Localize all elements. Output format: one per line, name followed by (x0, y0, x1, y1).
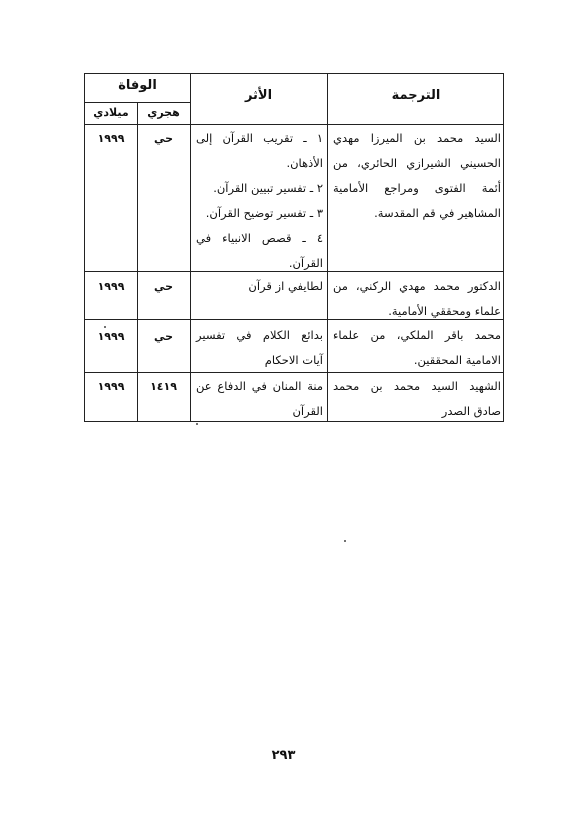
row4-hijri: ١٤١٩ (150, 380, 177, 393)
scan-speck (344, 540, 346, 542)
row2-work-1: لطايفي از قرآن (248, 279, 323, 293)
row3-work-1: بدائع الكلام في تفسير آيات الاحكام (196, 328, 323, 367)
row2-translation: الدكتور محمد مهدي الركني، من علماء ومحققي الأمامية. (333, 279, 501, 318)
header-gregorian: ميلادي (93, 106, 129, 119)
biography-table (84, 73, 504, 422)
row3-gregorian: ١٩٩٩ (97, 330, 125, 343)
row2-gregorian: ١٩٩٩ (97, 280, 125, 293)
page-number: ٢٩٣ (271, 748, 296, 763)
row1-work-3: ٣ ـ تفسير توضيح القرآن. (205, 206, 323, 220)
row1-work-1: ١ ـ تقريب القرآن إلى الأذهان. (196, 131, 323, 170)
row4-gregorian: ١٩٩٩ (97, 380, 125, 393)
row1-work-2: ٢ ـ تفسير تبيين القرآن. (213, 181, 323, 195)
row1-translation: السيد محمد بن الميرزا مهدي الحسيني الشيرازي الحائري، من أئمة الفتوى ومراجع الأمامية المشاهير في قم المقدسة. (333, 131, 501, 220)
row3-hijri: حي (153, 330, 174, 343)
row2-hijri: حي (153, 280, 174, 293)
header-work: الأثر (244, 88, 273, 103)
row3-translation: محمد باقر الملكي، من علماء الامامية المحققين. (333, 328, 501, 367)
header-hijri: هجري (147, 106, 180, 119)
header-bottom-line (85, 124, 503, 125)
row1-gregorian: ١٩٩٩ (97, 132, 125, 145)
header-translation: الترجمة (391, 88, 441, 103)
row1-works (196, 126, 323, 276)
column-divider (137, 102, 138, 421)
header-death: الوفاة (118, 78, 157, 93)
column-divider (327, 74, 328, 421)
row1-work-4: ٤ ـ قصص الانبياء في القرآن. (196, 231, 323, 270)
row1-hijri: حي (153, 132, 174, 145)
header-divider (85, 102, 190, 103)
column-divider (190, 74, 191, 421)
scan-speck (104, 326, 106, 328)
scan-speck (196, 423, 198, 425)
row4-translation: الشهيد السيد محمد بن محمد صادق الصدر (333, 379, 501, 418)
row4-work-1: منة المنان في الدفاع عن القرآن (196, 379, 323, 418)
